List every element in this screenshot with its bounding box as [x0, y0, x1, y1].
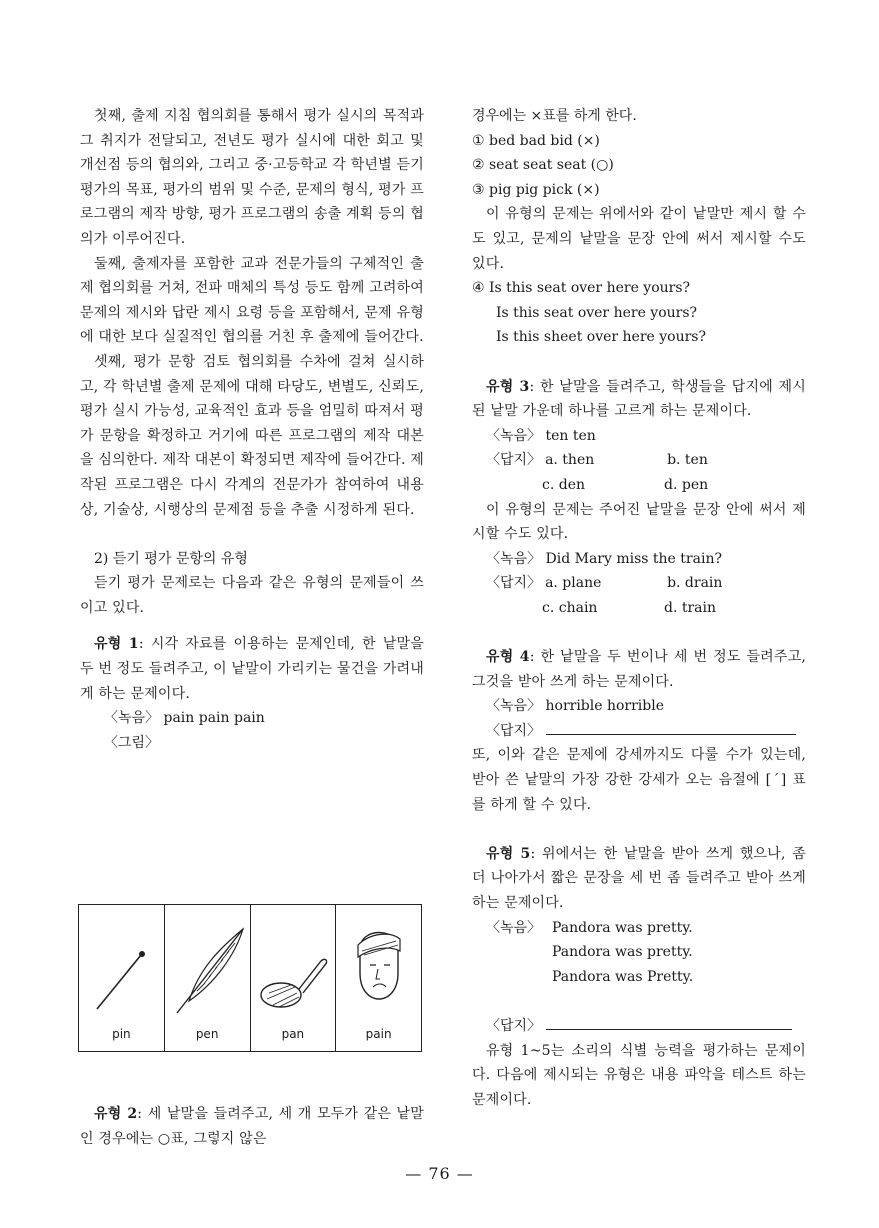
type4-answer-row	[472, 719, 806, 744]
closing-paragraph: 유형 1~5는 소리의 식별 능력을 평가하는 문제이다. 다음에 제시되는 유형은 내용 파악을 테스트 하는 문제이다.	[472, 1042, 806, 1108]
frying-pan-icon	[255, 909, 333, 1021]
feather-pen-icon	[169, 909, 247, 1021]
type4-answer-blank	[546, 722, 796, 735]
type4-description	[472, 645, 806, 694]
type3-label: 유형 3	[486, 378, 530, 395]
type3-option-d: d. pen	[664, 476, 709, 493]
type2-text: : 세 낱말을 들려주고, 세 개 모두가 같은 낱말인 경우에는 ○표, 그렇지 않은	[80, 1106, 424, 1147]
type3-option-2c: c. chain	[542, 599, 598, 616]
type3-options-2-row-1	[472, 571, 806, 596]
type3-note: 이 유형의 문제는 주어진 낱말을 문장 안에 써서 제시할 수도 있다.	[472, 501, 806, 543]
type4-label: 유형 4	[486, 649, 530, 666]
type2-description	[80, 1102, 424, 1151]
type4-text: : 한 낱말을 두 번이나 세 번 정도 들려주고, 그것을 받아 쓰게 하는 문제이다.	[472, 649, 807, 690]
type3-answer-label-2: 〈답지〉	[486, 575, 542, 592]
type3-audio-1: 〈녹음〉 ten ten	[486, 427, 596, 444]
type1-audio: 〈녹음〉 pain pain pain	[104, 710, 265, 727]
paragraph-third: 셋째, 평가 문항 검토 협의회를 수차에 걸쳐 실시하고, 각 학년별 출제 문제에 대해 타당도, 변별도, 신뢰도, 평가 실시 가능성, 교육적인 효과 등을 엄밀히 따져서 평가 문항을 확정하고 거기에 따른 프로그램의 제작 대본을 심의한다. 제작 대본이 확정되면 제작에 들어간다. 제작된 프로그램은 다시 각계의 전문가가 참여하여 내용상, 기술상, 시행상의 문제점 등을 추출 시정하게 된다.	[80, 353, 425, 518]
caption-pan: pan	[281, 1027, 305, 1041]
type3-options-2-row-2	[472, 596, 806, 621]
type3-option-a: a. then	[545, 452, 595, 469]
type5-audio-label: 〈녹음〉	[486, 919, 542, 936]
caption-pen: pen	[195, 1027, 219, 1041]
type1-label: 유형 1	[94, 636, 139, 653]
paragraph-first: 첫째, 출제 지침 협의회를 통해서 평가 실시의 목적과 그 취지가 전달되고, 전년도 평가 실시에 대한 회고 및 개선점 등의 협의와, 그리고 중·고등학교 각 학년별 듣기 평가의 목표, 평가의 범위 및 수준, 문제의 형식, 평가 프로그램의 제작 방향, 평가 프로그램의 송출 계획 등의 협의가 이루어진다.	[80, 108, 425, 247]
right-column	[472, 104, 806, 1112]
type5-audio-row-1	[472, 916, 806, 941]
type3-option-2b: b. drain	[667, 575, 723, 592]
type5-label: 유형 5	[486, 845, 531, 862]
type4-note: 또, 이와 같은 문제에 강세까지도 다룰 수가 있는데, 받아 쓴 낱말의 가장 강한 강세가 오는 음절에 [ˊ] 표를 하게 할 수 있다.	[472, 747, 806, 813]
type5-answer-row	[472, 1014, 806, 1039]
type3-option-b: b. ten	[667, 452, 708, 469]
caption-pin: pin	[112, 1027, 131, 1041]
page-number: — 76 —	[405, 1164, 474, 1183]
paragraph-second: 둘째, 출제자를 포함한 교과 전문가들의 구체적인 출제 협의회를 거쳐, 전파 매체의 특성 등도 함께 고려하여 문제의 제시와 답란 제시 요령 등을 포함해서, 문제 유형에 대한 보다 실질적인 협의를 거친 후 출제에 들어간다.	[80, 255, 424, 346]
type4-answer-label: 〈답지〉	[486, 722, 542, 739]
type5-answer-blank	[546, 1017, 792, 1030]
type3-text: : 한 낱말을 들려주고, 학생들을 답지에 제시된 낱말 가운데 하나를 고르게 하는 문제이다.	[472, 378, 806, 420]
type1-text: : 시각 자료를 이용하는 문제인데, 한 낱말을 두 번 정도 들려주고, 이 낱말이 가리키는 물건을 가려내게 하는 문제이다.	[80, 636, 424, 702]
type5-audio-line-3: Pandora was Pretty.	[552, 968, 694, 985]
type5-description	[472, 842, 806, 916]
type2-note: 이 유형의 문제는 위에서와 같이 낱말만 제시 할 수도 있고, 문제의 낱말을 문장 안에 써서 제시할 수도 있다.	[472, 206, 806, 272]
type3-option-c: c. den	[542, 476, 586, 493]
type5-text: : 위에서는 한 낱말을 받아 쓰게 했으나, 좀 더 나아가서 짧은 문장을 세 번 좀 들려주고 받아 쓰게 하는 문제이다.	[472, 845, 807, 911]
picture-choices-figure	[78, 904, 422, 1052]
type1-picture-label: 〈그림〉	[104, 734, 160, 751]
type5-answer-label: 〈답지〉	[486, 1017, 542, 1034]
type3-description	[472, 375, 806, 424]
figure-cell-pin	[79, 905, 165, 1051]
type1-description	[80, 632, 424, 706]
type2-item-2: ② seat seat seat (○)	[472, 157, 614, 174]
type3-audio-2: 〈녹음〉 Did Mary miss the train?	[486, 550, 722, 567]
type3-option-2a: a. plane	[545, 575, 602, 592]
type3-option-2d: d. train	[664, 599, 717, 616]
type2-item-1: ① bed bad bid (×)	[472, 132, 600, 149]
figure-cell-pen	[165, 905, 251, 1051]
section-heading: 2) 듣기 평가 문항의 유형	[94, 550, 248, 567]
type2-item-3: ③ pig pig pick (×)	[472, 181, 600, 198]
bandaged-face-icon	[340, 909, 418, 1021]
caption-pain: pain	[365, 1027, 392, 1041]
figure-cell-pan	[251, 905, 337, 1051]
type3-options-1-row-1	[472, 448, 806, 473]
type5-audio-line-2: Pandora was pretty.	[552, 944, 693, 961]
type2-item-4-line-3: Is this sheet over here yours?	[496, 329, 706, 346]
type5-audio-line-1: Pandora was pretty.	[552, 919, 693, 936]
type4-audio: 〈녹음〉 horrible horrible	[486, 698, 665, 715]
type3-options-1-row-2	[472, 473, 806, 498]
left-column-bottom	[80, 1102, 424, 1151]
left-column	[80, 104, 424, 755]
figure-cell-pain	[336, 905, 421, 1051]
type3-answer-label: 〈답지〉	[486, 452, 542, 469]
type2-item-4-line-2: Is this seat over here yours?	[496, 304, 698, 321]
type2-label: 유형 2	[94, 1106, 138, 1122]
paragraph-intro: 듣기 평가 문제로는 다음과 같은 유형의 문제들이 쓰이고 있다.	[80, 575, 424, 616]
type2-item-4: ④ Is this seat over here yours?	[472, 280, 691, 297]
type2-continuation: 경우에는 ×표를 하게 한다.	[472, 108, 637, 124]
pin-icon	[83, 909, 161, 1021]
